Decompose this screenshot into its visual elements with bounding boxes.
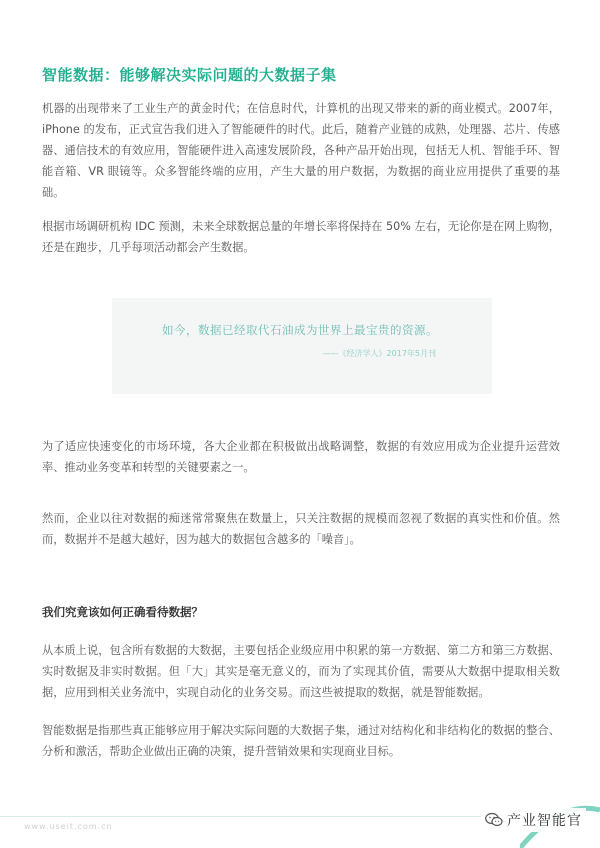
paragraph-idc: 根据市场调研机构 IDC 预测，未来全球数据总量的年增长率将保持在 50% 左右，无论你是在网上购物，还是在跑步，几乎每项活动都会产生数据。: [42, 220, 560, 254]
quote-source: ——《经济学人》2017年5月刊: [322, 349, 436, 358]
footer-url: www.useit.com.cn: [24, 822, 113, 831]
wechat-icon: [485, 812, 503, 828]
quote-text: 如今，数据已经取代石油成为世界上最宝贵的资源。: [162, 323, 438, 337]
paragraph-intro: 机器的出现带来了工业生产的黄金时代；在信息时代，计算机的出现又带来的新的商业模式。2007年，iPhone 的发布，正式宣告我们进入了智能硬件的时代。此后，随着产业链的成熟，处理器、芯片、传感器、通信技术的有效应用，智能硬件进入高速发展阶段，各种产品开始出现，包括无人机、智能手环、智能音箱、VR 眼镜等。众多智能终端的应用，产生大量的用户数据，为数据的商业应用提供了重要的基础。: [42, 102, 560, 199]
paragraph-big-data: 从本质上说，包含所有数据的大数据，主要包括企业级应用中积累的第一方数据、第二方和第三方数据、实时数据及非实时数据。但「大」其实是毫无意义的，而为了实现其价值，需要从大数据中提取相关数据，应用到相关业务流中，实现自动化的业务交易。而这些被提取的数据，就是智能数据。: [42, 644, 560, 699]
wechat-account-name: 产业智能官: [507, 813, 582, 829]
paragraph-noise: 然而，企业以往对数据的痴迷常常聚焦在数量上，只关注数据的规模而忽视了数据的真实性和价值。然而，数据并不是越大越好，因为越大的数据包含越多的「噪音」。: [42, 512, 560, 546]
footer-divider: [0, 816, 540, 817]
section-heading: 我们究竟该如何正确看待数据？: [42, 605, 203, 619]
paragraph-strategy: 为了适应快速变化的市场环境，各大企业都在积极做出战略调整，数据的有效应用成为企业提升运营效率、推动业务变革和转型的关键要素之一。: [42, 440, 560, 474]
paragraph-smart-data: 智能数据是指那些真正能够应用于解决实际问题的大数据子集，通过对结构化和非结构化的数据的整合、分析和激活，帮助企业做出正确的决策，提升营销效果和实现商业目标。: [42, 724, 560, 758]
wechat-account-badge[interactable]: [481, 808, 586, 832]
page-title: 智能数据：能够解决实际问题的大数据子集: [42, 66, 337, 84]
quote-box: [112, 298, 492, 394]
